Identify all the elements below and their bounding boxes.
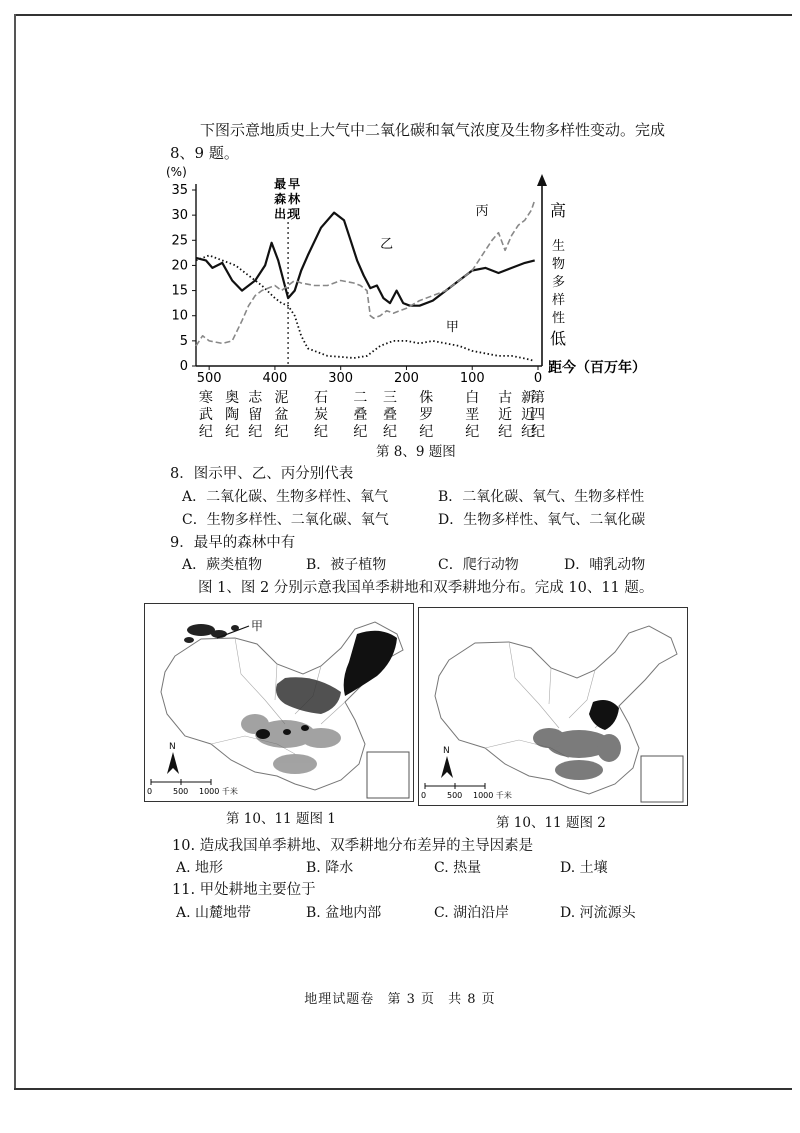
scale-0: 0 bbox=[147, 787, 153, 796]
north-arrow-icon bbox=[441, 756, 453, 778]
x-tick-label: 500 bbox=[196, 371, 222, 386]
chart-intro bbox=[170, 118, 730, 142]
south-sea-inset bbox=[367, 752, 409, 798]
period-label-char: 二 bbox=[353, 390, 368, 406]
y-tick-label: 15 bbox=[171, 283, 188, 299]
period-label-char: 纪 bbox=[419, 424, 434, 440]
question-11-option-b[interactable]: B. 盆地内部 bbox=[306, 905, 382, 921]
y-tick-label: 35 bbox=[171, 183, 188, 198]
series-line-丙 bbox=[196, 200, 535, 346]
period-label-char: 志 bbox=[248, 390, 263, 406]
right-axis-label-char: 物 bbox=[552, 257, 566, 272]
period-label-char: 纪 bbox=[465, 424, 480, 440]
period-label-char: 罗 bbox=[419, 407, 434, 423]
y-tick-label: 0 bbox=[179, 359, 188, 374]
question-10-option-b[interactable]: B. 降水 bbox=[306, 860, 354, 876]
period-label-char: 纪 bbox=[198, 424, 213, 440]
jia-label: 甲 bbox=[251, 619, 264, 633]
scale-500: 500 bbox=[447, 791, 463, 800]
period-label-char: 垩 bbox=[465, 407, 480, 423]
period-label-char: 四 bbox=[531, 407, 545, 423]
scale-500: 500 bbox=[173, 787, 189, 796]
map-2-figure bbox=[419, 608, 687, 805]
series-label-丙: 丙 bbox=[475, 204, 489, 220]
forest-marker-char: 出 bbox=[274, 207, 287, 221]
map-2-caption: 第 10、11 题图 2 bbox=[496, 815, 606, 831]
question-8-option-a[interactable]: A．二氧化碳、生物多样性、氧气 bbox=[182, 489, 389, 505]
period-label-char: 新 bbox=[521, 390, 536, 406]
question-10-option-d[interactable]: D. 土壤 bbox=[560, 860, 608, 876]
y-unit-label: (%) bbox=[166, 165, 187, 179]
y-tick-label: 5 bbox=[179, 333, 188, 349]
period-label-char: 寒 bbox=[198, 390, 213, 406]
period-label-char: 纪 bbox=[274, 424, 289, 440]
page-border-top bbox=[14, 14, 792, 16]
question-8-option-b[interactable]: B．二氧化碳、氧气、生物多样性 bbox=[438, 489, 645, 505]
south-china-cropland bbox=[533, 728, 621, 780]
forest-marker-char: 林 bbox=[288, 192, 301, 206]
period-label-char: 叠 bbox=[383, 407, 398, 423]
forest-marker-char: 森 bbox=[274, 192, 287, 206]
footer-total: 共 8 页 bbox=[448, 992, 496, 1007]
map-1-single-season-cropland bbox=[144, 603, 414, 802]
north-label: N bbox=[169, 742, 176, 752]
scale-1000: 1000 千米 bbox=[199, 787, 238, 796]
question-9-option-c[interactable]: C．爬行动物 bbox=[438, 557, 519, 573]
question-8-option-d[interactable]: D．生物多样性、氧气、二氧化碳 bbox=[438, 512, 646, 528]
period-label-char: 近 bbox=[498, 407, 513, 423]
question-10-option-a[interactable]: A. 地形 bbox=[176, 860, 224, 876]
period-label-char: 陶 bbox=[225, 407, 240, 423]
period-label-char: 纪 bbox=[498, 424, 513, 440]
period-label-char: 叠 bbox=[353, 407, 368, 423]
period-label-char: 留 bbox=[248, 407, 263, 423]
period-label-char: 石 bbox=[313, 390, 328, 406]
north-label: N bbox=[443, 746, 450, 756]
series-label-甲: 甲 bbox=[445, 319, 459, 335]
period-label-char: 纪 bbox=[225, 424, 240, 440]
x-tick-label: 400 bbox=[262, 371, 288, 386]
question-11-option-a[interactable]: A. 山麓地带 bbox=[176, 905, 252, 921]
footer-subject: 地理试题卷 bbox=[304, 992, 375, 1007]
period-label-char: 奥 bbox=[225, 390, 240, 406]
south-sea-inset bbox=[641, 756, 683, 802]
right-axis-label-char: 样 bbox=[552, 293, 566, 308]
question-11-option-d[interactable]: D. 河流源头 bbox=[560, 905, 636, 921]
question-9-option-d[interactable]: D．哺乳动物 bbox=[564, 557, 646, 573]
scale-1000: 1000 千米 bbox=[473, 791, 512, 800]
north-china-cropland bbox=[276, 677, 341, 714]
series-line-甲 bbox=[196, 255, 535, 361]
series-line-乙 bbox=[196, 213, 535, 306]
maps-intro: 图 1、图 2 分别示意我国单季耕地和双季耕地分布。完成 10、11 题。 bbox=[198, 580, 654, 596]
right-axis-label-char: 性 bbox=[552, 311, 566, 326]
period-label-char: 纪 bbox=[531, 424, 545, 440]
question-10-option-c[interactable]: C. 热量 bbox=[434, 860, 482, 876]
period-label-char: 泥 bbox=[274, 390, 289, 406]
question-9-option-a[interactable]: A．蕨类植物 bbox=[182, 557, 263, 573]
question-9-option-b[interactable]: B．被子植物 bbox=[306, 557, 387, 573]
question-9-stem: 9．最早的森林中有 bbox=[170, 535, 296, 551]
page-footer bbox=[0, 988, 800, 1007]
geologic-history-chart bbox=[160, 160, 646, 440]
south-china-cropland bbox=[241, 714, 341, 774]
chart-caption: 第 8、9 题图 bbox=[376, 444, 456, 460]
forest-marker-char: 现 bbox=[288, 207, 301, 221]
footer-page: 第 3 页 bbox=[387, 992, 435, 1007]
forest-marker-char: 最 bbox=[274, 177, 287, 191]
period-label-char: 近 bbox=[521, 407, 536, 423]
north-arrow-icon bbox=[167, 752, 179, 774]
x-tick-label: 300 bbox=[328, 371, 354, 386]
question-11-option-c[interactable]: C. 湖泊沿岸 bbox=[434, 905, 510, 921]
right-axis-low: 低 bbox=[550, 329, 567, 348]
y-tick-label: 20 bbox=[171, 258, 188, 274]
question-11-stem: 11. 甲处耕地主要位于 bbox=[172, 882, 316, 898]
page-border-left bbox=[14, 14, 16, 1089]
intro-line-2: 8、9 题。 bbox=[170, 144, 239, 162]
right-axis-label-char: 生 bbox=[552, 239, 566, 254]
series-label-乙: 乙 bbox=[380, 236, 394, 252]
x-tick-label: 100 bbox=[459, 371, 485, 386]
scale-0: 0 bbox=[421, 791, 427, 800]
question-8-option-c[interactable]: C．生物多样性、二氧化碳、氧气 bbox=[182, 512, 389, 528]
period-label-char: 侏 bbox=[419, 390, 434, 406]
right-axis-label-char: 多 bbox=[552, 275, 566, 290]
x-tick-label: 200 bbox=[394, 371, 419, 386]
right-axis-arrow bbox=[537, 174, 547, 186]
period-label-char: 纪 bbox=[313, 424, 328, 440]
northeast-cropland bbox=[344, 631, 397, 696]
period-label-char: 纪 bbox=[383, 424, 398, 440]
question-10-stem: 10. 造成我国单季耕地、双季耕地分布差异的主导因素是 bbox=[172, 838, 534, 854]
period-label-char: 白 bbox=[465, 390, 480, 406]
question-8-stem: 8．图示甲、乙、丙分别代表 bbox=[170, 466, 354, 482]
x-axis-label: 距今（百万年） bbox=[548, 360, 646, 376]
period-label-char: 三 bbox=[383, 390, 398, 406]
north-china-plain-cropland bbox=[589, 700, 619, 730]
map-1-figure bbox=[145, 604, 413, 801]
period-label-char: 纪 bbox=[521, 424, 536, 440]
period-label-char: 纪 bbox=[248, 424, 263, 440]
right-axis-high: 高 bbox=[550, 201, 567, 220]
x-tick-label: 0 bbox=[533, 371, 543, 386]
intro-line-1: 下图示意地质史上大气中二氧化碳和氧气浓度及生物多样性变动。完成 bbox=[200, 121, 666, 139]
y-tick-label: 10 bbox=[171, 308, 188, 324]
map-2-double-season-cropland bbox=[418, 607, 688, 806]
forest-marker-char: 早 bbox=[288, 177, 301, 191]
page-border-bottom bbox=[14, 1088, 792, 1090]
y-tick-label: 25 bbox=[171, 233, 188, 249]
xinjiang-cropland bbox=[184, 624, 239, 643]
period-label-char: 古 bbox=[498, 390, 513, 406]
period-label-char: 纪 bbox=[353, 424, 368, 440]
scale-bar bbox=[151, 779, 211, 785]
period-label-char: 第 bbox=[531, 390, 545, 406]
period-label-char: 盆 bbox=[274, 407, 289, 423]
map-1-caption: 第 10、11 题图 1 bbox=[226, 811, 336, 827]
period-label-char: 武 bbox=[198, 407, 213, 423]
scale-bar bbox=[425, 783, 485, 789]
period-label-char: 炭 bbox=[313, 407, 328, 423]
y-tick-label: 30 bbox=[171, 208, 188, 224]
